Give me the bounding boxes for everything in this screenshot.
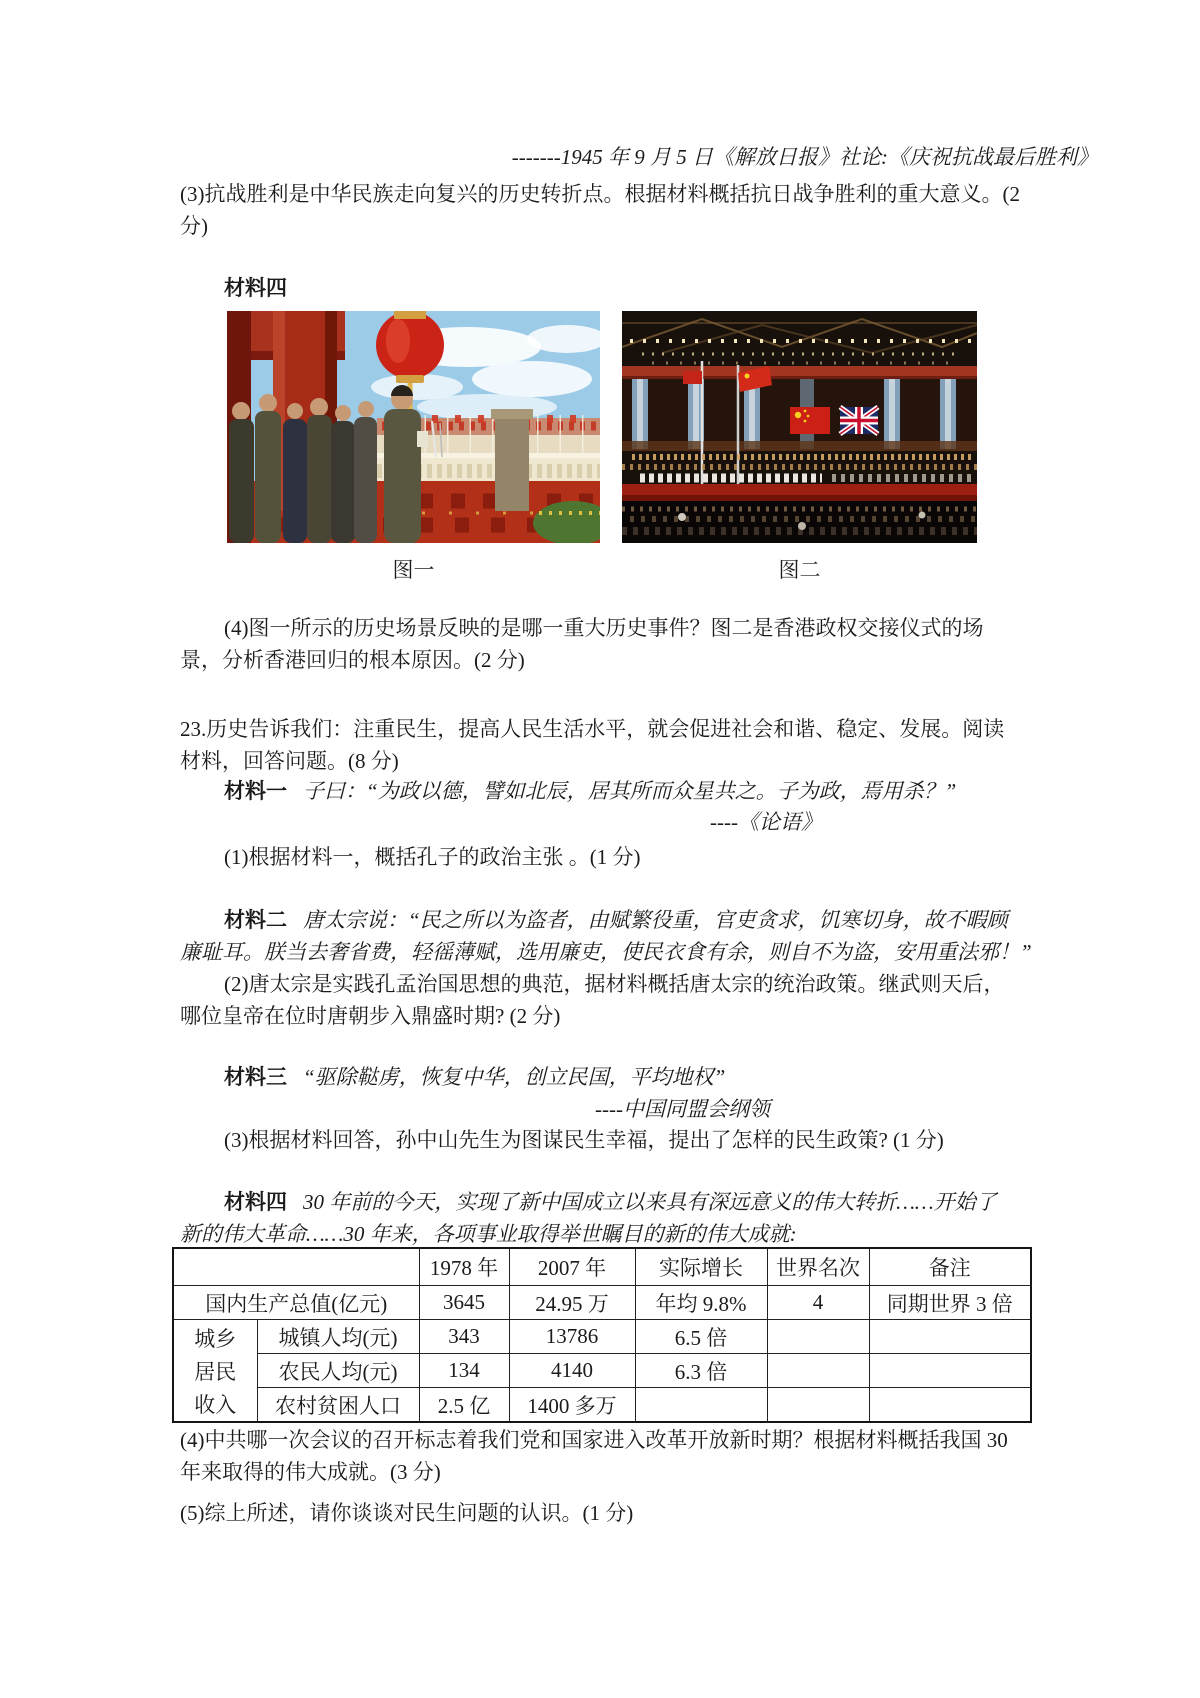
table-cell	[767, 1354, 869, 1388]
question-line: 哪位皇帝在位时唐朝步入鼎盛时期? (2 分)	[180, 1004, 561, 1028]
material-2-text: 廉耻耳。朕当去奢省费，轻徭薄赋，选用廉吏，使民衣食有余，则自不为盗，安用重法邪！”	[180, 940, 1032, 964]
table-row	[173, 1286, 1031, 1320]
table-header-cell: 1978 年	[419, 1248, 509, 1286]
question-23-1: (1)根据材料一，概括孔子的政治主张 。(1 分)	[224, 845, 641, 869]
table-cell: 6.5 倍	[635, 1320, 767, 1354]
table-cell: 年均 9.8%	[635, 1286, 767, 1320]
question-line: 分)	[180, 214, 208, 238]
table-cell: 同期世界 3 倍	[869, 1286, 1031, 1320]
material-2-text: 唐太宗说：“民之所以为盗者，由赋繁役重，官吏贪求，饥寒切身，故不暇顾	[303, 908, 1008, 932]
table-cell	[635, 1388, 767, 1423]
group-label: 城乡	[194, 1326, 237, 1351]
table-cell	[869, 1388, 1031, 1423]
material-1	[224, 775, 956, 807]
group-label: 居民	[194, 1359, 237, 1384]
table-row	[173, 1388, 1031, 1423]
table-header-cell: 备注	[869, 1248, 1031, 1286]
table-cell: 4140	[509, 1354, 635, 1388]
table-group-cell	[173, 1320, 257, 1423]
question-23-intro	[180, 713, 1004, 777]
table-cell: 国内生产总值(亿元)	[173, 1286, 419, 1320]
table-cell	[767, 1388, 869, 1423]
question-line: 年来取得的伟大成就。(3 分)	[180, 1460, 441, 1484]
material-3-source: ----中国同盟会纲领	[595, 1097, 770, 1121]
question-line: (4)图一所示的历史场景反映的是哪一重大历史事件？图二是香港政权交接仪式的场	[224, 616, 984, 640]
table-row	[173, 1320, 1031, 1354]
figure-1-image	[227, 311, 600, 543]
question-line: (3)抗战胜利是中华民族走向复兴的历史转折点。根据材料概括抗日战争胜利的重大意义。(2	[180, 182, 1020, 206]
table-cell: 6.3 倍	[635, 1354, 767, 1388]
material-4-text: 新的伟大革命……30 年来，各项事业取得举世瞩目的新的伟大成就:	[180, 1222, 797, 1246]
question-22-4	[180, 612, 983, 676]
table-cell	[767, 1320, 869, 1354]
table-row	[173, 1354, 1031, 1388]
uk-flag	[840, 407, 878, 434]
table-cell	[869, 1354, 1031, 1388]
table-header-cell: 世界名次	[767, 1248, 869, 1286]
material-4-heading: 材料四	[224, 276, 287, 300]
table-cell: 3645	[419, 1286, 509, 1320]
material-4-label: 材料四	[224, 1190, 287, 1214]
figure-1-caption: 图一	[392, 558, 435, 582]
question-line: 材料，回答问题。(8 分)	[180, 749, 399, 773]
material-2	[224, 904, 1008, 936]
table-cell: 城镇人均(元)	[257, 1320, 419, 1354]
table-cell: 农民人均(元)	[257, 1354, 419, 1388]
table-cell: 343	[419, 1320, 509, 1354]
table-cell: 4	[767, 1286, 869, 1320]
table-corner-cell	[173, 1248, 419, 1286]
question-23-2	[180, 968, 1004, 1032]
question-23-5: (5)综上所述，请你谈谈对民生问题的认识。(1 分)	[180, 1501, 634, 1525]
material-1-label: 材料一	[224, 779, 287, 803]
material-4-text: 30 年前的今天，实现了新中国成立以来具有深远意义的伟大转折……开始了	[303, 1190, 997, 1214]
table-cell	[869, 1320, 1031, 1354]
question-line: (4)中共哪一次会议的召开标志着我们党和国家进入改革开放新时期？根据材料概括我国 30	[180, 1428, 1008, 1452]
table-cell: 134	[419, 1354, 509, 1388]
material-1-source: ----《论语》	[710, 810, 822, 834]
group-label: 收入	[194, 1392, 237, 1417]
table-cell: 24.95 万	[509, 1286, 635, 1320]
table-header-cell: 实际增长	[635, 1248, 767, 1286]
question-line: 景，分析香港回归的根本原因。(2 分)	[180, 648, 525, 672]
table-cell: 农村贫困人口	[257, 1388, 419, 1423]
source-citation: -------1945 年 9 月 5 日《解放日报》社论:《庆祝抗战最后胜利》	[511, 145, 1098, 169]
material-2-label: 材料二	[224, 908, 287, 932]
figure-2-image	[622, 311, 977, 543]
statistics-table	[172, 1247, 1032, 1423]
table-cell: 1400 多万	[509, 1388, 635, 1423]
material-3-label: 材料三	[224, 1065, 287, 1089]
material-1-text: 子曰：“为政以德，譬如北辰，居其所而众星共之。子为政，焉用杀？”	[303, 779, 957, 803]
material-3	[224, 1061, 725, 1093]
table-header-row	[173, 1248, 1031, 1286]
table-cell: 13786	[509, 1320, 635, 1354]
china-flag	[790, 407, 830, 434]
question-22-3	[180, 178, 1020, 242]
question-line: 23.历史告诉我们：注重民生，提高人民生活水平，就会促进社会和谐、稳定、发展。阅读	[180, 717, 1005, 741]
table-cell: 2.5 亿	[419, 1388, 509, 1423]
question-23-4	[180, 1424, 1008, 1488]
figure-2-caption: 图二	[778, 558, 821, 582]
question-line: (2)唐太宗是实践孔孟治国思想的典范，据材料概括唐太宗的统治政策。继武则天后，	[224, 972, 1005, 996]
material-4	[224, 1186, 997, 1218]
table-header-cell: 2007 年	[509, 1248, 635, 1286]
question-23-3: (3)根据材料回答，孙中山先生为图谋民生幸福，提出了怎样的民生政策? (1 分)	[224, 1128, 944, 1152]
material-3-text: “驱除鞑虏，恢复中华，创立民国，平均地权”	[303, 1065, 726, 1089]
